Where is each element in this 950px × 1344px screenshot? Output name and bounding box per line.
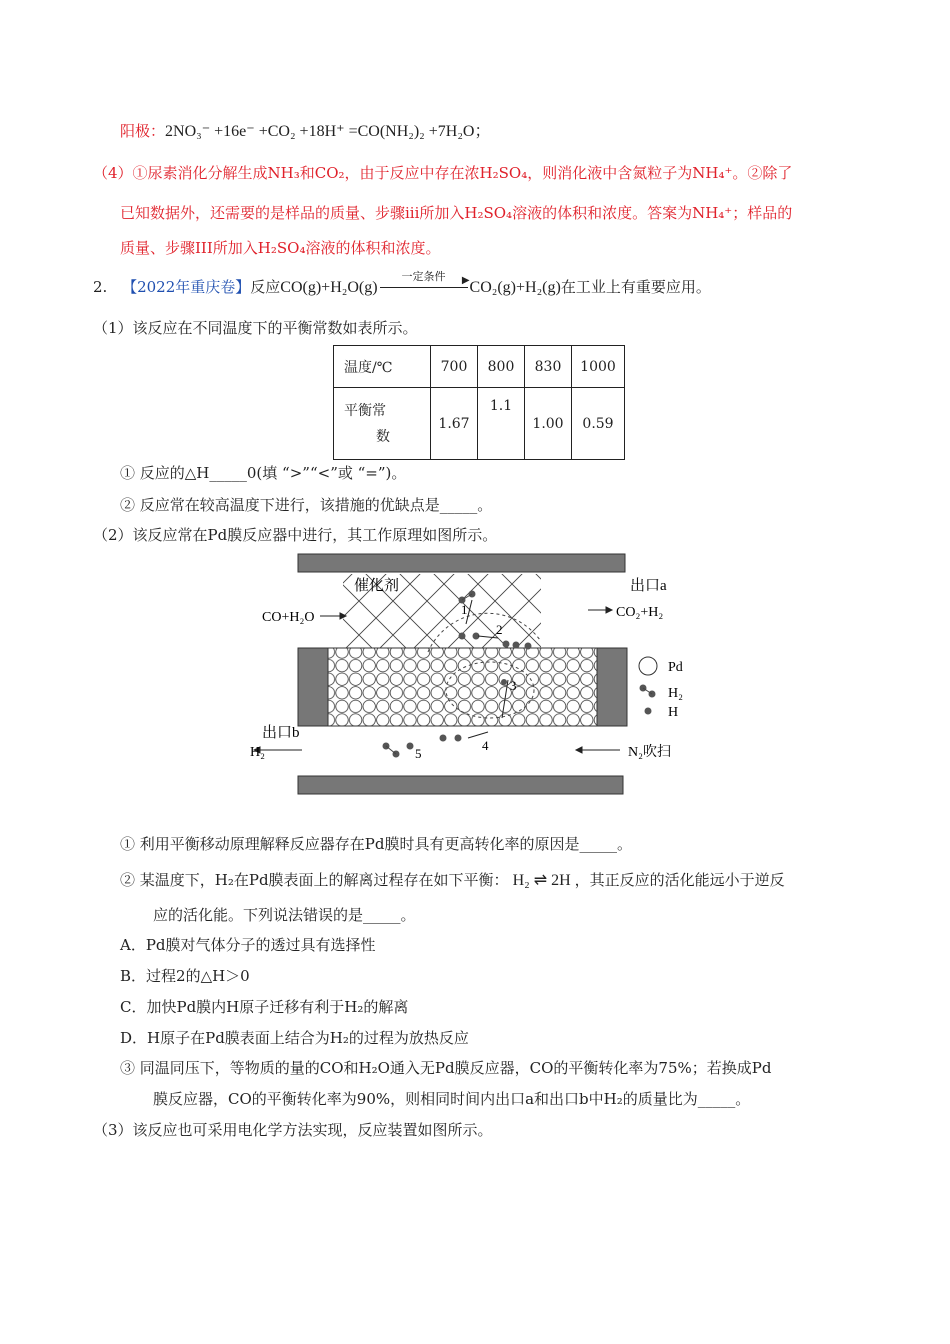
step-3: 3 [510, 678, 517, 693]
legend-h-icon [645, 708, 652, 715]
part2-question1: ① 利用平衡移动原理解释反应器存在Pd膜时具有更高转化率的原因是_____。 [120, 835, 632, 853]
part1-question2: ② 反应常在较高温度下进行，该措施的优缺点是_____。 [120, 496, 493, 514]
table-constant-cell: 1.67 [431, 388, 478, 460]
table-temp-cell: 800 [478, 346, 525, 388]
table-constant-cell: 1.00 [525, 388, 572, 460]
option-c: C．加快Pd膜内H原子迁移有利于H₂的解离 [120, 998, 409, 1016]
outlet-b-label: 出口b [262, 725, 300, 741]
question-source: 【2022年重庆卷】 [122, 278, 251, 296]
table-row [334, 388, 625, 460]
question-number: 2. [93, 278, 108, 296]
inlet-label: CO+H₂O [262, 610, 315, 625]
option-b: B．过程2的△H＞0 [120, 967, 250, 985]
part2-question3-line2: 膜反应器，CO的平衡转化率为90%，则相同时间内出口a和出口b中H₂的质量比为_____。 [153, 1090, 751, 1108]
step-5: 5 [415, 746, 422, 761]
legend-h2-label: H₂ [668, 686, 683, 701]
anode-equation: 2NO₃⁻ +16e⁻ +CO₂ +18H⁺ =CO(NH₂)₂ +7H₂O； [165, 123, 491, 140]
part2-question3-line1: ③ 同温同压下，等物质的量的CO和H₂O通入无Pd膜反应器，CO的平衡转化率为75%；若换成Pd [120, 1059, 772, 1077]
table-row [334, 346, 625, 388]
catalyst-label: 催化剂 [354, 578, 400, 594]
part4-answer-line3: 质量、步骤III所加入H₂SO₄溶液的体积和浓度。 [120, 239, 441, 257]
part1-intro: （1）该反应在不同温度下的平衡常数如表所示。 [93, 319, 418, 337]
reaction-left: CO(g)+H₂O(g) [280, 279, 378, 296]
question-text-before: 反应 [250, 278, 281, 296]
step-4: 4 [482, 738, 489, 753]
step-1: 1 [461, 602, 468, 617]
left-block [298, 648, 328, 726]
table-row-label-line2: 数 [376, 428, 390, 445]
part1-question1: ① 反应的△H_____0(填 “>”“<”或 “=”)。 [120, 464, 407, 482]
question2-stem [93, 270, 711, 297]
table-row-label-line1: 平衡常 [344, 402, 386, 419]
legend-h-label: H [668, 705, 679, 720]
outlet-a-label: 出口a [630, 578, 667, 594]
reaction-right: CO₂(g)+H₂(g) [469, 279, 561, 296]
option-d: D．H原子在Pd膜表面上结合为H₂的过程为放热反应 [120, 1029, 469, 1047]
reaction-condition: 一定条件 [401, 270, 446, 283]
legend-pd-icon [639, 657, 657, 675]
part2-question2-line1 [120, 869, 785, 890]
part4-answer-line2: 已知数据外，还需要的是样品的质量、步骤iii所加入H₂SO₄溶液的体积和浓度。答案为NH₄⁺；样品的 [120, 204, 793, 222]
q2-text-after: ，其正反应的活化能远小于逆反 [574, 871, 785, 889]
bottom-wall [298, 776, 623, 794]
part4-answer-line1: （4）①尿素消化分解生成NH₃和CO₂，由于反应中存在浓H₂SO₄，则消化液中含氮粒子为NH₄⁺。②除了 [93, 164, 793, 182]
diagram-legend [639, 657, 683, 720]
table-header-label: 温度/℃ [334, 346, 431, 388]
equilibrium-constant-table [333, 345, 625, 460]
part2-question2-line2: 应的活化能。下列说法错误的是_____。 [153, 906, 416, 924]
anode-label: 阳极： [120, 122, 166, 140]
right-block [597, 648, 627, 726]
purge-label: N₂吹扫 [628, 745, 671, 760]
question-text-after: 在工业上有重要应用。 [560, 278, 711, 296]
top-wall [298, 554, 625, 572]
product-a-label: CO₂+H₂ [616, 605, 664, 620]
reaction-arrow: 一定条件 ▶ [378, 278, 470, 296]
option-a: A．Pd膜对气体分子的透过具有选择性 [120, 936, 376, 954]
table-temp-cell: 1000 [572, 346, 625, 388]
q2-equilibrium: H₂ ⇌ 2H [512, 872, 571, 889]
table-row-label [334, 388, 431, 460]
q2-text-before: ② 某温度下，H₂在Pd膜表面上的解离过程存在如下平衡： [120, 871, 509, 889]
anode-equation-line [120, 118, 490, 141]
table-temp-cell: 700 [431, 346, 478, 388]
table-constant-cell: 0.59 [572, 388, 625, 460]
legend-pd-label: Pd [668, 660, 683, 675]
step-2: 2 [496, 622, 503, 637]
pd-membrane-reactor-diagram [240, 550, 710, 800]
table-temp-cell: 830 [525, 346, 572, 388]
pd-membrane [328, 648, 597, 726]
product-b-label: H₂ [250, 745, 265, 760]
table-constant-cell: 1.1 [478, 388, 525, 460]
part2-intro: （2）该反应常在Pd膜反应器中进行，其工作原理如图所示。 [93, 526, 498, 544]
part3-intro: （3）该反应也可采用电化学方法实现，反应装置如图所示。 [93, 1121, 493, 1139]
